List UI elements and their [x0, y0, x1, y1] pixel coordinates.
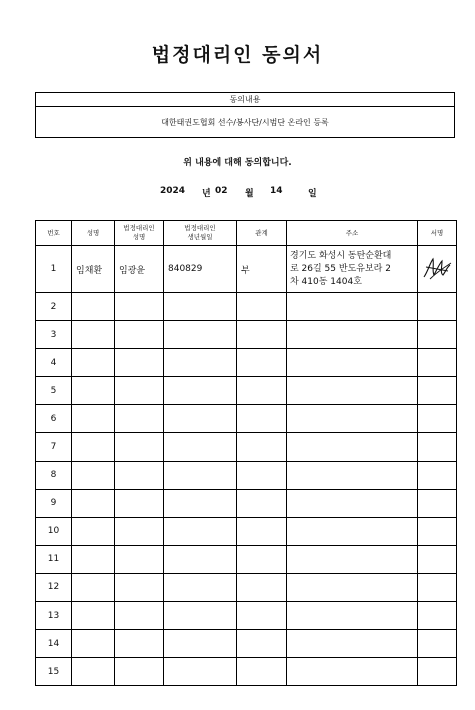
cell-empty: [287, 517, 418, 545]
cell-empty: [418, 321, 457, 349]
cell-empty: [72, 517, 115, 545]
cell-empty: [237, 517, 287, 545]
header-guardian-birth: [164, 221, 237, 246]
table-row: [36, 602, 457, 630]
consent-table: [35, 220, 457, 686]
table-row: [36, 377, 457, 405]
header-no: 번호: [36, 221, 72, 246]
date-day: 14: [270, 186, 283, 196]
table-row: [36, 405, 457, 433]
cell-empty: [237, 377, 287, 405]
cell-empty: [164, 573, 237, 601]
cell-empty: [237, 545, 287, 573]
cell-empty: [287, 377, 418, 405]
cell-guardian-name: 임광윤: [115, 246, 164, 293]
table-row: [36, 461, 457, 489]
table-header-row: [36, 221, 457, 246]
cell-empty: [418, 602, 457, 630]
cell-empty: [237, 658, 287, 686]
consent-header: 동의내용: [36, 93, 454, 107]
cell-empty: [72, 377, 115, 405]
consent-content: 대한태권도협회 선수/봉사단/시범단 온라인 등록: [161, 118, 329, 127]
cell-empty: [164, 545, 237, 573]
cell-empty: [287, 602, 418, 630]
cell-no: 9: [36, 489, 72, 517]
cell-empty: [237, 321, 287, 349]
cell-empty: [287, 573, 418, 601]
address-line-1: 경기도 화성시 동탄순환대: [290, 250, 392, 261]
cell-empty: [237, 293, 287, 321]
cell-empty: [237, 405, 287, 433]
cell-empty: [418, 573, 457, 601]
cell-empty: [115, 349, 164, 377]
header-guardian-name: [115, 221, 164, 246]
cell-empty: [418, 405, 457, 433]
table-row: [36, 433, 457, 461]
cell-empty: [164, 630, 237, 658]
cell-no: 6: [36, 405, 72, 433]
header-relation: 관계: [237, 221, 287, 246]
header-name: 성명: [72, 221, 115, 246]
cell-no: 14: [36, 630, 72, 658]
cell-empty: [115, 545, 164, 573]
address-line-2: 로 26길 55 반도유보라 2: [290, 263, 391, 274]
address-line-3: 차 410동 1404호: [290, 276, 362, 287]
cell-empty: [115, 630, 164, 658]
cell-empty: [72, 602, 115, 630]
table-row: [36, 246, 457, 293]
cell-empty: [72, 573, 115, 601]
cell-empty: [164, 405, 237, 433]
cell-empty: [164, 321, 237, 349]
cell-empty: [237, 433, 287, 461]
date-year-unit: 년: [202, 189, 211, 199]
cell-empty: [164, 461, 237, 489]
cell-empty: [418, 489, 457, 517]
table-row: [36, 573, 457, 601]
cell-empty: [72, 321, 115, 349]
date-month: 02: [215, 186, 228, 196]
cell-empty: [418, 517, 457, 545]
cell-empty: [164, 433, 237, 461]
header-signature: 서명: [418, 221, 457, 246]
cell-no: 11: [36, 545, 72, 573]
table-row: [36, 545, 457, 573]
cell-empty: [72, 545, 115, 573]
cell-empty: [72, 658, 115, 686]
cell-empty: [164, 349, 237, 377]
cell-empty: [115, 461, 164, 489]
cell-no: 3: [36, 321, 72, 349]
cell-empty: [115, 573, 164, 601]
cell-empty: [164, 602, 237, 630]
cell-empty: [164, 489, 237, 517]
header-guardian-birth-line1: 법정대리인: [184, 224, 216, 232]
cell-empty: [418, 349, 457, 377]
document-title: 법정대리인 동의서: [151, 44, 324, 66]
header-address: 주소: [287, 221, 418, 246]
cell-empty: [418, 630, 457, 658]
table-row: [36, 349, 457, 377]
cell-empty: [287, 293, 418, 321]
cell-no: 1: [36, 246, 72, 293]
cell-empty: [287, 405, 418, 433]
cell-empty: [115, 602, 164, 630]
cell-empty: [287, 321, 418, 349]
consent-statement: 위 내용에 대해 동의합니다.: [183, 158, 292, 168]
cell-no: 5: [36, 377, 72, 405]
cell-no: 8: [36, 461, 72, 489]
cell-empty: [72, 489, 115, 517]
cell-empty: [287, 461, 418, 489]
cell-empty: [418, 433, 457, 461]
cell-empty: [164, 517, 237, 545]
cell-empty: [287, 630, 418, 658]
table-row: [36, 321, 457, 349]
cell-empty: [72, 630, 115, 658]
cell-empty: [115, 293, 164, 321]
cell-empty: [418, 461, 457, 489]
cell-empty: [418, 658, 457, 686]
date-year: 2024: [160, 186, 186, 196]
cell-empty: [72, 293, 115, 321]
cell-empty: [287, 433, 418, 461]
cell-empty: [287, 349, 418, 377]
consent-box: [35, 92, 455, 138]
cell-empty: [237, 489, 287, 517]
cell-empty: [164, 293, 237, 321]
table-row: [36, 630, 457, 658]
table-row: [36, 293, 457, 321]
cell-empty: [237, 602, 287, 630]
cell-guardian-birth: 840829: [164, 246, 237, 293]
header-guardian-birth-line2: 생년월일: [187, 233, 213, 241]
cell-no: 2: [36, 293, 72, 321]
cell-empty: [115, 658, 164, 686]
cell-empty: [418, 545, 457, 573]
header-guardian-name-line2: 성명: [132, 233, 146, 241]
cell-no: 7: [36, 433, 72, 461]
cell-no: 15: [36, 658, 72, 686]
table-row: [36, 517, 457, 545]
cell-no: 12: [36, 573, 72, 601]
cell-empty: [115, 517, 164, 545]
cell-empty: [115, 321, 164, 349]
cell-no: 10: [36, 517, 72, 545]
date-day-unit: 일: [308, 189, 317, 199]
cell-empty: [72, 405, 115, 433]
cell-empty: [164, 658, 237, 686]
cell-no: 4: [36, 349, 72, 377]
cell-empty: [72, 461, 115, 489]
table-row: [36, 489, 457, 517]
cell-empty: [115, 489, 164, 517]
cell-empty: [418, 293, 457, 321]
date-month-unit: 월: [245, 189, 254, 199]
header-guardian-name-line1: 법정대리인: [123, 224, 155, 232]
cell-signature: [418, 246, 457, 293]
cell-empty: [115, 405, 164, 433]
cell-empty: [287, 489, 418, 517]
cell-address: [287, 246, 418, 293]
cell-empty: [287, 545, 418, 573]
cell-name: 임채환: [72, 246, 115, 293]
cell-empty: [237, 573, 287, 601]
table-row: [36, 658, 457, 686]
cell-empty: [115, 433, 164, 461]
cell-empty: [237, 461, 287, 489]
cell-empty: [164, 377, 237, 405]
cell-empty: [287, 658, 418, 686]
cell-empty: [418, 377, 457, 405]
cell-empty: [115, 377, 164, 405]
cell-relation: 부: [237, 246, 287, 293]
cell-empty: [72, 433, 115, 461]
handwritten-signature: [420, 253, 454, 283]
cell-empty: [72, 349, 115, 377]
cell-empty: [237, 349, 287, 377]
cell-no: 13: [36, 602, 72, 630]
cell-empty: [237, 630, 287, 658]
